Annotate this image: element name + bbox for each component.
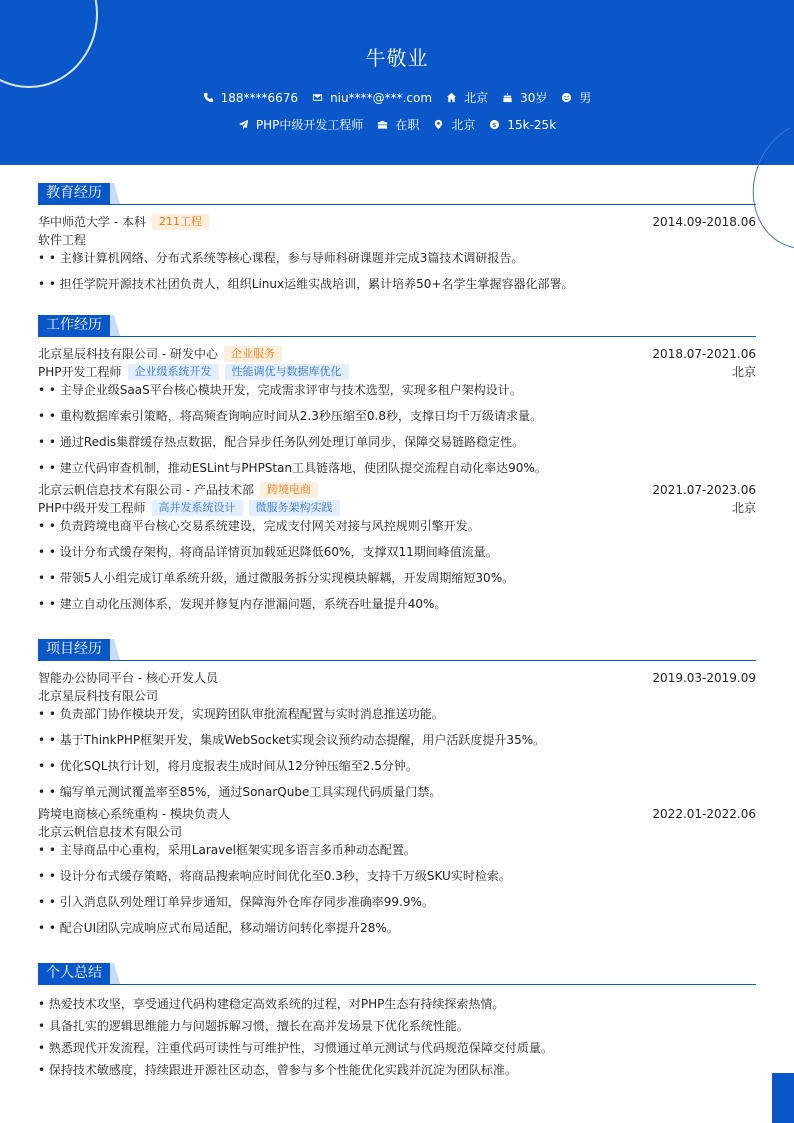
list-item: • 热爱技术攻坚，享受通过代码构建稳定高效系统的过程，对PHP生态有持续探索热情。 bbox=[38, 997, 505, 1011]
age-info bbox=[502, 89, 547, 106]
list-item: • • 基于ThinkPHP框架开发，集成WebSocket实现会议预约动态提醒，用户活跃度提升35%。 bbox=[38, 733, 546, 747]
school-tag: 211工程 bbox=[152, 214, 209, 230]
education-date: 2014.09-2018.06 bbox=[652, 215, 756, 229]
money-icon bbox=[489, 119, 500, 130]
target-city-info bbox=[433, 116, 475, 133]
industry-tag: 企业服务 bbox=[224, 346, 282, 362]
project-entry bbox=[38, 805, 756, 941]
svg-text:$: $ bbox=[492, 120, 497, 129]
mail-icon bbox=[312, 92, 323, 103]
list-item: • 具备扎实的逻辑思维能力与问题拆解习惯，擅长在高并发场景下优化系统性能。 bbox=[38, 1019, 469, 1033]
major-row bbox=[38, 231, 756, 249]
list-item: • • 负责跨境电商平台核心交易系统建设，完成支付网关对接与风控规则引擎开发。 bbox=[38, 519, 480, 533]
section-title-tail bbox=[110, 315, 120, 336]
list-item: • • 主导企业级SaaS平台核心模块开发，完成需求评审与技术选型，实现多租户架构设计。 bbox=[38, 383, 522, 397]
industry-tag: 跨境电商 bbox=[260, 482, 318, 498]
list-item: • • 主导商品中心重构，采用Laravel框架实现多语言多币种动态配置。 bbox=[38, 843, 416, 857]
role-row bbox=[38, 363, 756, 381]
residence-text: 北京 bbox=[464, 91, 489, 105]
education-section bbox=[38, 183, 756, 301]
age-text: 30岁 bbox=[520, 91, 548, 105]
list-item: • • 编写单元测试覆盖率至85%，通过SonarQube工具实现代码质量门禁。 bbox=[38, 785, 442, 799]
list-item: • • 建立自动化压测体系，发现并修复内存泄漏问题，系统吞吐量提升40%。 bbox=[38, 597, 447, 611]
section-title: 教育经历 bbox=[38, 183, 110, 204]
section-title-tail bbox=[110, 963, 120, 984]
list-item: • • 引入消息队列处理订单异步通知，保障海外仓库存同步准确率99.9%。 bbox=[38, 895, 434, 909]
work-city: 北京 bbox=[731, 501, 756, 515]
company-name: 北京星辰科技有限公司 - 研发中心 bbox=[38, 347, 218, 361]
project-entry bbox=[38, 669, 756, 805]
company-name: 北京云帆信息技术有限公司 - 产品技术部 bbox=[38, 483, 254, 497]
section-title-tail bbox=[110, 639, 120, 660]
section-title-tail bbox=[110, 183, 120, 204]
list-item: • • 负责部门协作模块开发，实现跨团队审批流程配置与实时消息推送功能。 bbox=[38, 707, 444, 721]
contact-row bbox=[0, 89, 794, 106]
phone-text: 188****6676 bbox=[220, 90, 299, 105]
education-row bbox=[38, 213, 756, 231]
education-entry bbox=[38, 213, 756, 301]
status-info bbox=[377, 116, 419, 133]
list-item: • • 重构数据库索引策略，将高频查询响应时间从2.3秒压缩至0.8秒，支撑日均千万级请求量。 bbox=[38, 409, 542, 423]
work-date: 2021.07-2023.06 bbox=[652, 483, 756, 497]
skill-tag: 高并发系统设计 bbox=[152, 500, 243, 516]
work-entry bbox=[38, 481, 756, 617]
list-item: • • 设计分布式缓存策略，将商品搜索响应时间优化至0.3秒，支持千万级SKU实时检索。 bbox=[38, 869, 511, 883]
section-title: 项目经历 bbox=[38, 639, 110, 660]
role-title: PHP开发工程师 bbox=[38, 365, 122, 379]
school-name: 华中师范大学 - 本科 bbox=[38, 215, 146, 229]
section-header bbox=[38, 315, 756, 337]
target-city-text: 北京 bbox=[451, 118, 476, 132]
section-title: 工作经历 bbox=[38, 315, 110, 336]
list-item: • • 通过Redis集群缓存热点数据，配合异步任务队列处理订单同步，保障交易链路稳定性。 bbox=[38, 435, 525, 449]
skill-tag: 性能调优与数据库优化 bbox=[225, 364, 349, 380]
list-item: • • 担任学院开源技术社团负责人，组织Linux运维实战培训，累计培养50+名学生掌握容器化部署。 bbox=[38, 277, 574, 291]
job-intention-row bbox=[0, 116, 794, 133]
list-item: • • 带领5人小组完成订单系统升级，通过微服务拆分实现模块解耦，开发周期缩短30%。 bbox=[38, 571, 515, 585]
projects-section bbox=[38, 639, 756, 941]
position-info bbox=[238, 116, 364, 133]
email-text: niu****@***.com bbox=[330, 90, 433, 105]
list-item: • • 主修计算机网络、分布式系统等核心课程，参与导师科研课题并完成3篇技术调研报告。 bbox=[38, 251, 524, 265]
gender-icon bbox=[561, 92, 572, 103]
role-title: PHP中级开发工程师 bbox=[38, 501, 146, 515]
list-item: • • 建立代码审查机制，推动ESLint与PHPStan工具链落地，使团队提交流程自动化率达90%。 bbox=[38, 461, 547, 475]
residence-info bbox=[446, 89, 488, 106]
salary-text: 15k-25k bbox=[507, 117, 557, 132]
company-row bbox=[38, 481, 756, 499]
candidate-name: 牛敬业 bbox=[365, 46, 429, 70]
location-pin-icon bbox=[433, 119, 444, 130]
major-name: 软件工程 bbox=[38, 233, 87, 247]
decorative-corner-block bbox=[772, 1073, 794, 1123]
section-header bbox=[38, 183, 756, 205]
send-icon bbox=[238, 119, 249, 130]
skill-tag: 微服务架构实践 bbox=[249, 500, 340, 516]
gender-info bbox=[561, 89, 591, 106]
list-item: • 熟悉现代开发流程，注重代码可读性与可维护性，习惯通过单元测试与代码规范保障交付质量。 bbox=[38, 1041, 553, 1055]
list-item: • 保持技术敏感度，持续跟进开源社区动态，曾参与多个性能优化实践并沉淀为团队标准。 bbox=[38, 1063, 517, 1077]
work-section bbox=[38, 315, 756, 617]
phone-icon bbox=[203, 92, 214, 103]
briefcase-icon bbox=[377, 119, 388, 130]
project-name: 跨境电商核心系统重构 - 模块负责人 bbox=[38, 807, 230, 821]
project-row bbox=[38, 669, 756, 687]
project-row bbox=[38, 805, 756, 823]
role-row bbox=[38, 499, 756, 517]
email-info bbox=[312, 91, 432, 105]
gender-text: 男 bbox=[579, 91, 592, 105]
phone-info bbox=[203, 91, 298, 105]
list-item: • • 优化SQL执行计划，将月度报表生成时间从12分钟压缩至2.5分钟。 bbox=[38, 759, 418, 773]
section-title: 个人总结 bbox=[38, 963, 110, 984]
status-text: 在职 bbox=[395, 118, 420, 132]
company-row bbox=[38, 345, 756, 363]
salary-info bbox=[489, 118, 556, 132]
summary-section bbox=[38, 963, 756, 1083]
cake-icon bbox=[502, 92, 513, 103]
section-header bbox=[38, 639, 756, 661]
project-date: 2019.03-2019.09 bbox=[652, 671, 756, 685]
project-company-row bbox=[38, 687, 756, 705]
project-date: 2022.01-2022.06 bbox=[652, 807, 756, 821]
resume-header bbox=[0, 0, 794, 165]
summary-list bbox=[38, 995, 756, 1083]
work-city: 北京 bbox=[731, 365, 756, 379]
project-company: 北京星辰科技有限公司 bbox=[38, 689, 159, 703]
project-company: 北京云帆信息技术有限公司 bbox=[38, 825, 183, 839]
section-header bbox=[38, 963, 756, 985]
list-item: • • 设计分布式缓存架构，将商品详情页加载延迟降低60%，支撑双11期间峰值流量。 bbox=[38, 545, 498, 559]
list-item: • • 配合UI团队完成响应式布局适配，移动端访问转化率提升28%。 bbox=[38, 921, 399, 935]
skill-tag: 企业级系统开发 bbox=[128, 364, 219, 380]
work-date: 2018.07-2021.06 bbox=[652, 347, 756, 361]
project-company-row bbox=[38, 823, 756, 841]
position-text: PHP中级开发工程师 bbox=[255, 118, 364, 132]
work-entry bbox=[38, 345, 756, 481]
project-name: 智能办公协同平台 - 核心开发人员 bbox=[38, 671, 218, 685]
home-icon bbox=[446, 92, 457, 103]
